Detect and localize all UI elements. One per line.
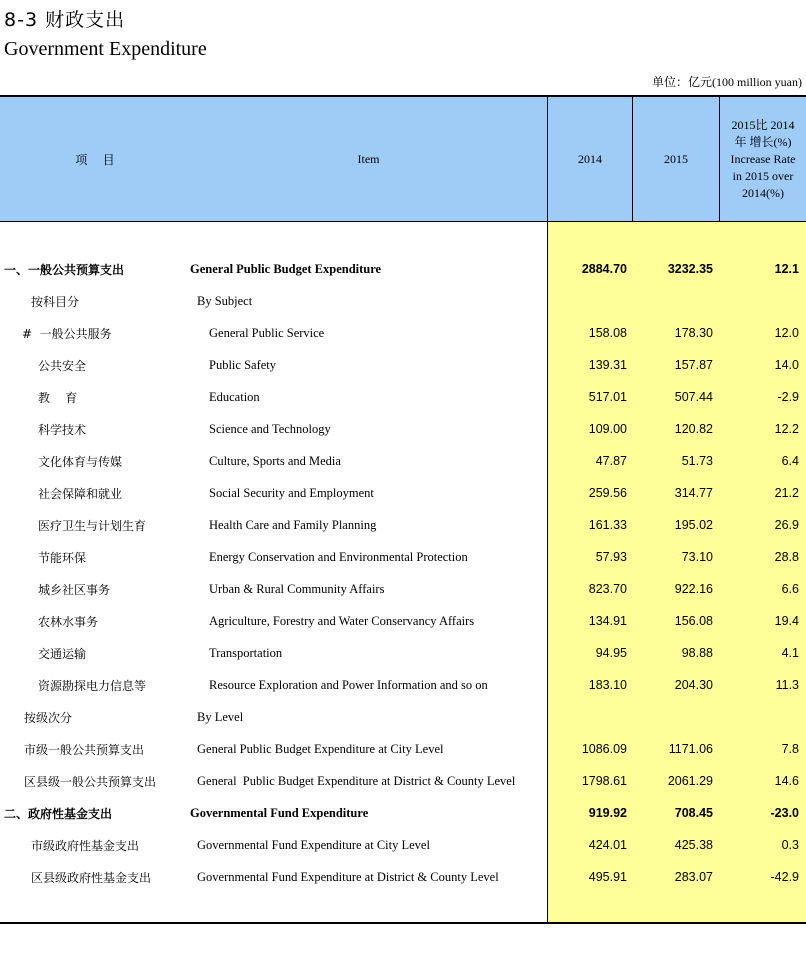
row-label-cn: 城乡社区事务 xyxy=(38,582,111,597)
row-label-cn: 节能环保 xyxy=(38,550,87,565)
row-label-cn: 医疗卫生与计划生育 xyxy=(38,518,147,533)
row-label-en: Governmental Fund Expenditure at City Level xyxy=(197,837,430,852)
table-row xyxy=(0,797,806,829)
value-2015: 708.45 xyxy=(674,806,713,820)
row-label-en: General Public Budget Expenditure at District & County Level xyxy=(197,773,516,788)
value-2014: 1086.09 xyxy=(581,742,627,756)
header-rate: 2015比 2014年 增长(%) Increase Rate in 2015 over 2014(%) xyxy=(730,117,796,200)
header-2014: 2014 xyxy=(578,151,602,166)
row-label-cn: 二、政府性基金支出 xyxy=(4,806,113,821)
table-header xyxy=(0,97,806,222)
table-row xyxy=(0,509,806,541)
value-2015: 204.30 xyxy=(674,678,713,692)
value-2014: 57.93 xyxy=(595,550,627,564)
value-2014: 139.31 xyxy=(588,358,627,372)
value-2014: 1798.61 xyxy=(581,774,627,788)
value-2015: 922.16 xyxy=(674,582,713,596)
value-2014: 158.08 xyxy=(588,326,627,340)
value-2014: 161.33 xyxy=(588,518,627,532)
value-rate: 6.6 xyxy=(781,582,799,596)
table-row xyxy=(0,349,806,381)
value-rate: -2.9 xyxy=(777,390,799,404)
table-row xyxy=(0,445,806,477)
row-label-en: By Level xyxy=(197,709,244,724)
value-rate: 0.3 xyxy=(781,838,799,852)
value-2014: 823.70 xyxy=(588,582,627,596)
value-rate: 7.8 xyxy=(781,742,799,756)
value-rate: 26.9 xyxy=(774,518,799,532)
row-label-cn: 公共安全 xyxy=(38,358,87,373)
value-2014: 517.01 xyxy=(588,390,627,404)
row-label-cn: 农林水事务 xyxy=(38,614,99,629)
table-row xyxy=(0,285,806,317)
row-label-en: Culture, Sports and Media xyxy=(209,453,341,468)
value-2015: 1171.06 xyxy=(668,742,713,756)
value-2015: 195.02 xyxy=(674,518,713,532)
row-label-en: General Public Budget Expenditure at City Level xyxy=(197,741,444,756)
value-2014: 94.95 xyxy=(595,646,627,660)
page-title-en: Government Expenditure xyxy=(4,38,207,60)
page-title-cn: 8-3 财政支出 xyxy=(4,9,126,31)
unit-label: 单位：亿元(100 million yuan) xyxy=(652,75,802,89)
row-label-cn: 交通运输 xyxy=(38,646,87,661)
value-2014: 2884.70 xyxy=(581,262,627,276)
value-rate: 28.8 xyxy=(774,550,799,564)
table-row xyxy=(0,669,806,701)
value-2015: 156.08 xyxy=(674,614,713,628)
value-rate: 14.6 xyxy=(774,774,799,788)
table-bottom-border xyxy=(0,922,806,924)
header-divider xyxy=(719,97,720,222)
value-2014: 259.56 xyxy=(588,486,627,500)
row-label-cn: 教 育 xyxy=(38,390,78,405)
value-2014: 919.92 xyxy=(588,806,627,820)
header-divider xyxy=(547,97,548,222)
value-2015: 120.82 xyxy=(674,422,713,436)
row-label-cn: 科学技术 xyxy=(38,422,87,437)
value-rate: 11.3 xyxy=(775,678,799,692)
table-row xyxy=(0,765,806,797)
value-2014: 109.00 xyxy=(588,422,627,436)
value-2015: 507.44 xyxy=(674,390,713,404)
value-2015: 51.73 xyxy=(681,454,713,468)
table-row xyxy=(0,701,806,733)
row-label-cn: 市级一般公共预算支出 xyxy=(24,742,145,757)
row-label-en: Agriculture, Forestry and Water Conservancy Affairs xyxy=(209,613,475,628)
row-label-en: Urban & Rural Community Affairs xyxy=(209,581,385,596)
row-label-en: Science and Technology xyxy=(209,421,331,436)
value-2015: 178.30 xyxy=(674,326,713,340)
table-row xyxy=(0,573,806,605)
header-item-en: Item xyxy=(357,151,380,166)
row-label-en: By Subject xyxy=(197,293,253,308)
value-2015: 2061.29 xyxy=(667,774,713,788)
value-2015: 73.10 xyxy=(681,550,713,564)
value-rate: 19.4 xyxy=(774,614,799,628)
value-2014: 424.01 xyxy=(588,838,627,852)
row-label-en: Resource Exploration and Power Information and so on xyxy=(209,677,488,692)
value-rate: 21.2 xyxy=(774,486,799,500)
value-2015: 98.88 xyxy=(681,646,713,660)
table-row xyxy=(0,413,806,445)
value-2014: 47.87 xyxy=(595,454,627,468)
header-divider xyxy=(632,97,633,222)
row-label-cn: 资源勘探电力信息等 xyxy=(38,678,147,693)
row-label-en: Social Security and Employment xyxy=(209,485,374,500)
row-label-en: Public Safety xyxy=(209,357,277,372)
value-rate: 12.0 xyxy=(774,326,799,340)
table-row xyxy=(0,637,806,669)
row-label-cn: 按科目分 xyxy=(31,294,80,309)
value-2015: 314.77 xyxy=(674,486,713,500)
value-rate: 12.2 xyxy=(774,422,799,436)
row-label-en: Education xyxy=(209,389,260,404)
value-2015: 425.38 xyxy=(674,838,713,852)
row-label-en: Governmental Fund Expenditure xyxy=(190,805,369,820)
value-2015: 157.87 xyxy=(674,358,713,372)
table-row xyxy=(0,381,806,413)
value-rate: 6.4 xyxy=(781,454,799,468)
row-label-en: Governmental Fund Expenditure at District & County Level xyxy=(197,869,499,884)
value-2015: 283.07 xyxy=(674,870,713,884)
row-label-cn: 区县级一般公共预算支出 xyxy=(24,774,157,789)
row-label-cn: 市级政府性基金支出 xyxy=(31,838,140,853)
value-rate: -42.9 xyxy=(770,870,799,884)
table-row xyxy=(0,733,806,765)
header-2015: 2015 xyxy=(664,151,688,166)
row-label-cn: 一、一般公共预算支出 xyxy=(4,262,125,277)
value-rate: 14.0 xyxy=(774,358,799,372)
value-2014: 183.10 xyxy=(588,678,627,692)
header-item-cn: 项 目 xyxy=(75,152,115,167)
table-row xyxy=(0,605,806,637)
table-row xyxy=(0,861,806,893)
table-row xyxy=(0,541,806,573)
row-label-en: General Public Service xyxy=(209,325,325,340)
table-row xyxy=(0,829,806,861)
value-2014: 134.91 xyxy=(588,614,627,628)
row-label-cn: 文化体育与传媒 xyxy=(38,454,123,469)
table-row xyxy=(0,317,806,349)
value-rate: 12.1 xyxy=(774,262,799,276)
row-label-en: Energy Conservation and Environmental Protection xyxy=(209,549,468,564)
row-label-en: Transportation xyxy=(209,645,283,660)
row-label-en: Health Care and Family Planning xyxy=(209,517,377,532)
row-label-cn: 社会保障和就业 xyxy=(38,486,123,501)
value-rate: -23.0 xyxy=(770,806,799,820)
row-label-cn: 区县级政府性基金支出 xyxy=(31,870,152,885)
table-row xyxy=(0,253,806,285)
row-label-cn: # 一般公共服务 xyxy=(22,326,112,341)
table-row xyxy=(0,477,806,509)
value-rate: 4.1 xyxy=(781,646,799,660)
value-2014: 495.91 xyxy=(588,870,627,884)
value-2015: 3232.35 xyxy=(667,262,713,276)
row-label-en: General Public Budget Expenditure xyxy=(190,261,382,276)
row-label-cn: 按级次分 xyxy=(24,710,73,725)
